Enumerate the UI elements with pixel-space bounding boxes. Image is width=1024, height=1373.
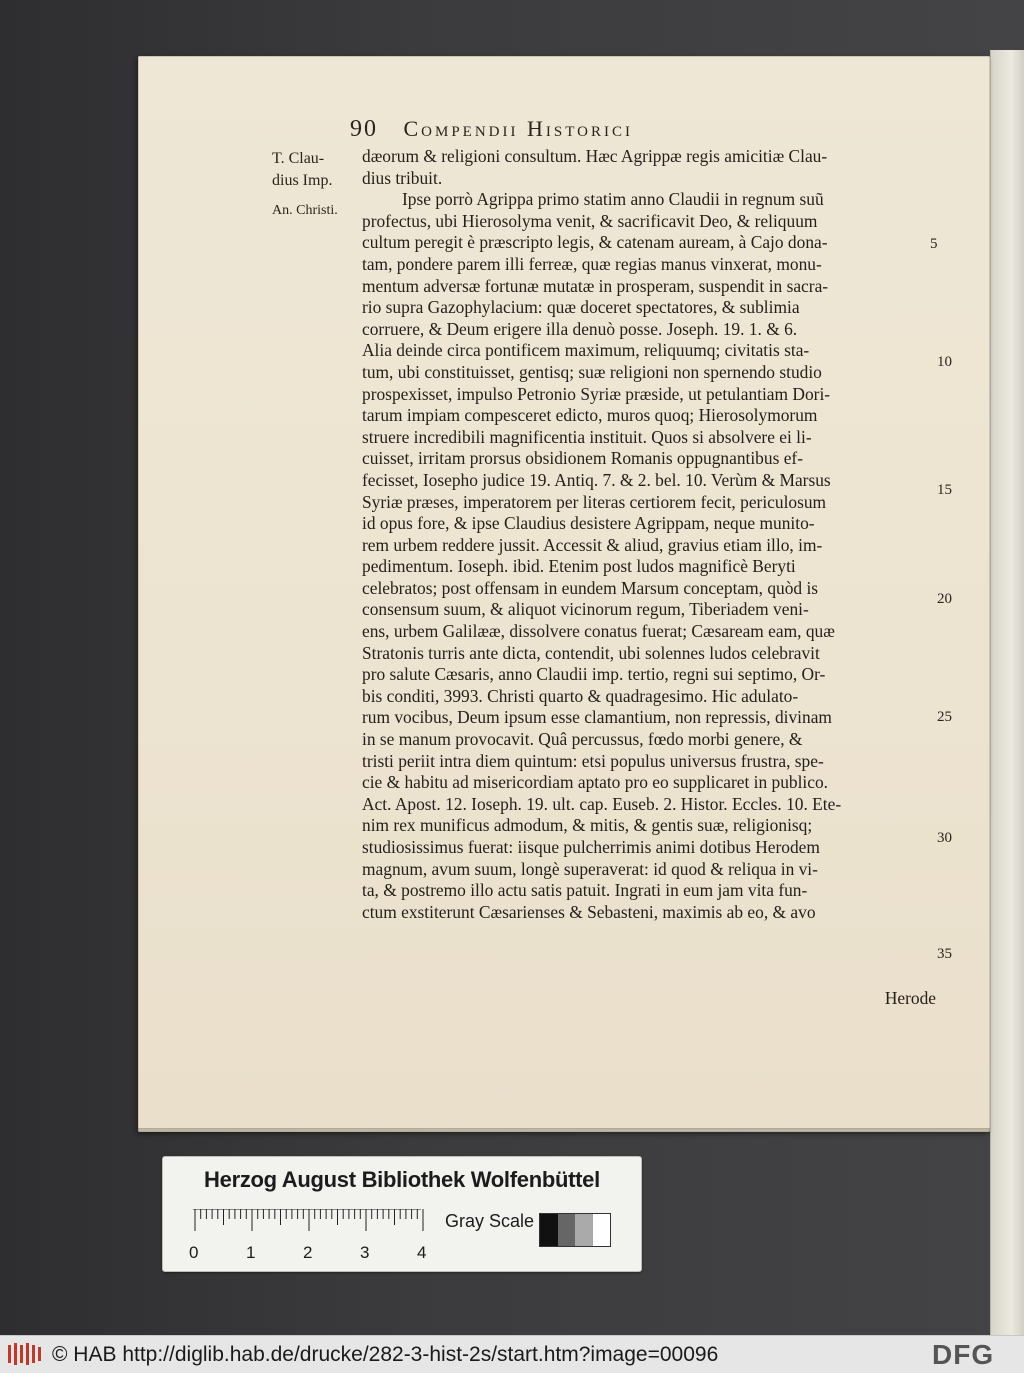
text-line: magnum, avum suum, longè superaverat: id quod & reliqua in vi- — [362, 858, 818, 879]
page-shadow — [138, 1128, 990, 1136]
hab-logo-icon — [6, 1341, 46, 1367]
text-line: Stratonis turris ante dicta, contendit, ubi solennes ludos celebravit — [362, 642, 820, 663]
text-line: tam, pondere parem illi ferreæ, quæ regias manus vinxerat, monu- — [362, 253, 822, 274]
text-line: celebratos; post offensam in eundem Marsum conceptam, quòd is — [362, 577, 819, 598]
text-line: rio supra Gazophylacium: quæ doceret spectatores, & sublimia — [362, 297, 800, 318]
line-number: 35 — [937, 946, 952, 962]
text-line: ctum exstiterunt Cæsarienses & Sebasteni, maximis ab eo, & avo — [362, 901, 816, 922]
margin-note: T. Clau- — [272, 150, 325, 167]
text-line: cultum peregit è præscripto legis, & catenam auream, à Cajo dona- — [362, 232, 828, 253]
swatch-dark-gray — [558, 1214, 576, 1246]
running-head — [350, 116, 850, 146]
library-name: Herzog August Bibliothek Wolfenbüttel — [204, 1167, 600, 1192]
page-number: 90 — [350, 116, 378, 142]
text-line: corruere, & Deum erigere illa denuò posse. Joseph. 19. 1. & 6. — [362, 318, 798, 339]
ruler-number: 3 — [360, 1243, 370, 1262]
text-line: dius tribuit. — [362, 167, 443, 188]
footer-bar — [0, 1335, 1024, 1373]
text-line: pro salute Cæsaris, anno Claudii imp. tertio, regni sui septimo, Or- — [362, 664, 826, 685]
text-line: tristi periit intra diem quintum: etsi populus universus frustra, spe- — [362, 750, 824, 771]
body-text — [362, 146, 936, 923]
text-line: nim rex munificus admodum, & mitis, & gentis suæ, religionisq; — [362, 815, 813, 836]
text-line: prospexisset, impulso Petronio Syriæ præside, ut petulantiam Dori- — [362, 383, 831, 404]
text-line: Act. Apost. 12. Ioseph. 19. ult. cap. Euseb. 2. Histor. Eccles. 10. Ete- — [362, 793, 842, 814]
adjacent-page-edge — [990, 50, 1024, 1335]
text-line: fecisset, Iosepho judice 19. Antiq. 7. & 2. bel. 10. Verùm & Marsus — [362, 469, 831, 490]
text-line: cie & habitu ad misericordiam aptato pro eo supplicaret in publico. — [362, 772, 829, 793]
text-line: Syriæ præses, imperatorem per literas certiorem fecit, periculosum — [362, 491, 827, 512]
line-number: 25 — [937, 709, 952, 725]
line-number: 20 — [937, 591, 952, 607]
text-line: rum vocibus, Deum ipsum esse clamantium, non repressis, divinam — [362, 707, 832, 728]
gray-scale-label: Gray Scale — [445, 1211, 535, 1231]
text-line: tarum impiam compesceret edicto, muros quoq; Hierosolymorum — [362, 405, 818, 426]
swatch-black — [540, 1214, 558, 1246]
swatch-light-gray — [575, 1214, 593, 1246]
text-line: mentum adversæ fortunæ mutatæ in prosperam, suspendit in sacra- — [362, 275, 829, 296]
dfg-logo: DFG — [932, 1339, 995, 1370]
running-title: Compendii Historici — [403, 116, 633, 141]
text-line: cuisset, irritam prorsus obsidionem Romanis oppugnantibus ef- — [362, 448, 803, 469]
text-line: consensum suum, & aliquot vicinorum regum, Tiberiadem veni- — [362, 599, 809, 620]
text-line: struere incredibili magnificentia instituit. Quos si absolvere ei li- — [362, 426, 812, 447]
margin-note: An. Christi. — [272, 203, 338, 218]
margin-note: dius Imp. — [272, 172, 333, 189]
gray-scale-swatches — [539, 1213, 611, 1247]
line-number: 15 — [937, 482, 952, 498]
text-line: dæorum & religioni consultum. Hæc Agrippæ regis amicitiæ Clau- — [362, 146, 828, 166]
ruler-number: 4 — [417, 1243, 427, 1262]
text-line: studiosissimus fuerat: iisque pulcherrimis animi dotibus Herodem — [362, 837, 820, 857]
text-line: id opus fore, & ipse Claudius desistere Agrippam, neque munito- — [362, 513, 815, 534]
line-number: 5 — [930, 236, 938, 252]
text-line: ens, urbem Galilææ, dissolvere conatus fuerat; Cæsaream eam, quæ — [362, 621, 835, 642]
ruler-number: 0 — [189, 1243, 199, 1262]
catchword: Herode — [884, 988, 936, 1008]
line-number: 10 — [937, 354, 952, 370]
text-line: Ipse porrò Agrippa primo statim anno Claudii in regnum suũ — [402, 189, 824, 210]
text-line: tum, ubi constituisset, gentisq; suæ religioni non spernendo studio — [362, 361, 822, 382]
color-reference-card — [162, 1156, 642, 1272]
text-line: in se manum provocavit. Quâ percussus, fœdo morbi genere, & — [362, 729, 803, 750]
line-number: 30 — [937, 830, 952, 846]
text-line: Alia deinde circa pontificem maximum, reliquumq; civitatis sta- — [362, 340, 810, 361]
ruler-number: 2 — [303, 1243, 313, 1262]
text-line: ta, & postremo illo actu satis patuit. Ingrati in eum jam vita fun- — [362, 880, 808, 901]
footer-source-link[interactable]: © HAB http://diglib.hab.de/drucke/282-3-hist-2s/start.htm?image=00096 — [52, 1343, 719, 1366]
ruler-number: 1 — [246, 1243, 256, 1262]
text-line: pedimentum. Ioseph. ibid. Etenim post ludos magnificè Beryti — [362, 556, 796, 577]
swatch-white — [593, 1214, 611, 1246]
text-line: profectus, ubi Hierosolyma venit, & sacrificavit Deo, & reliquum — [362, 210, 818, 231]
text-line: bis conditi, 3993. Christi quarto & quadragesimo. Hic adulato- — [362, 685, 799, 706]
text-line: rem urbem reddere jussit. Accessit & aliud, gravius etiam illo, im- — [362, 534, 823, 555]
